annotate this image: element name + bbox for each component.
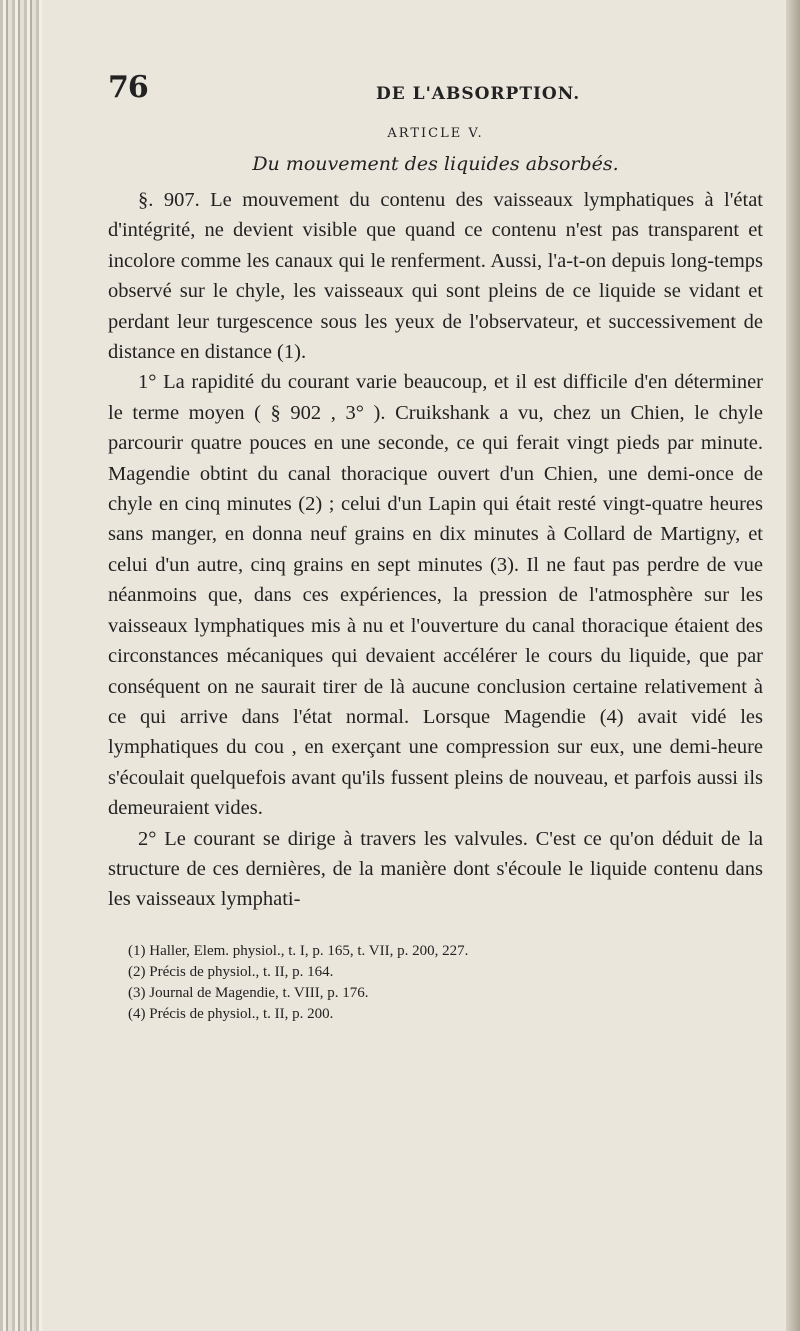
footnotes (108, 941, 763, 1025)
footnote: (2) Précis de physiol., t. II, p. 164. (128, 963, 334, 980)
page-right-edge (786, 0, 800, 1331)
footnote: (4) Précis de physiol., t. II, p. 200. (128, 1005, 334, 1022)
book-page (108, 70, 763, 1025)
paragraph: 1° La rapidité du courant varie beaucoup, et il est difficile d'en déterminer le terme moyen ( § 902 , 3° ). Cruikshank a vu, chez un Chien, le chyle parcourir quatre pouces en une seconde, ce qui ferait vingt pieds par minute. Magendie obtint du canal thoracique ouvert d'un Chien, une demi-once de chyle en cinq minutes (2) ; celui d'un Lapin qui était resté vingt-quatre heures sans manger, en donna neuf grains en dix minutes à Collard de Martigny, et celui d'un autre, cinq grains en sept minutes (3). Il ne faut pas perdre de vue néanmoins que, dans ces expériences, la pression de l'atmosphère sur les vaisseaux lymphatiques mis à nu et l'ouverture du canal thoracique étaient des circonstances mécaniques qui devaient accélérer le cours du liquide, que par conséquent on ne saurait tirer de là aucune conclusion certaine relativement à ce qui arrive dans l'état normal. Lorsque Magendie (4) avait vidé les lymphatiques du cou , en exerçant une compression sur eux, une demi-heure s'écoulait quelquefois avant qu'ils fussent pleins de nouveau, et parfois aussi ils demeuraient vides. (108, 371, 763, 820)
article-label: ARTICLE V. (387, 126, 484, 141)
paragraph: §. 907. Le mouvement du contenu des vaisseaux lymphatiques à l'état d'intégrité, ne devient visible que quand ce contenu n'est pas transparent et incolore comme les canaux qui le renferment. Aussi, l'a-t-on depuis long-temps observé sur le chyle, les vaisseaux qui sont pleins de ce liquide se vidant et perdant leur turgescence sous les yeux de l'observateur, et successivement de distance en distance (1). (108, 189, 763, 364)
footnote: (1) Haller, Elem. physiol., t. I, p. 165, t. VII, p. 200, 227. (128, 942, 469, 959)
running-head (108, 70, 763, 118)
section-title: Du mouvement des liquides absorbés. (252, 153, 619, 175)
running-head-title: DE L'ABSORPTION. (376, 84, 581, 104)
body-text (108, 185, 763, 915)
footnote: (3) Journal de Magendie, t. VIII, p. 176. (128, 984, 369, 1001)
page-number: 76 (108, 70, 148, 105)
paragraph: 2° Le courant se dirige à travers les valvules. C'est ce qu'on déduit de la structure de ces dernières, de la manière dont s'écoule le liquide contenu dans les vaisseaux lymphati- (108, 827, 763, 911)
book-binding-edge (0, 0, 42, 1331)
